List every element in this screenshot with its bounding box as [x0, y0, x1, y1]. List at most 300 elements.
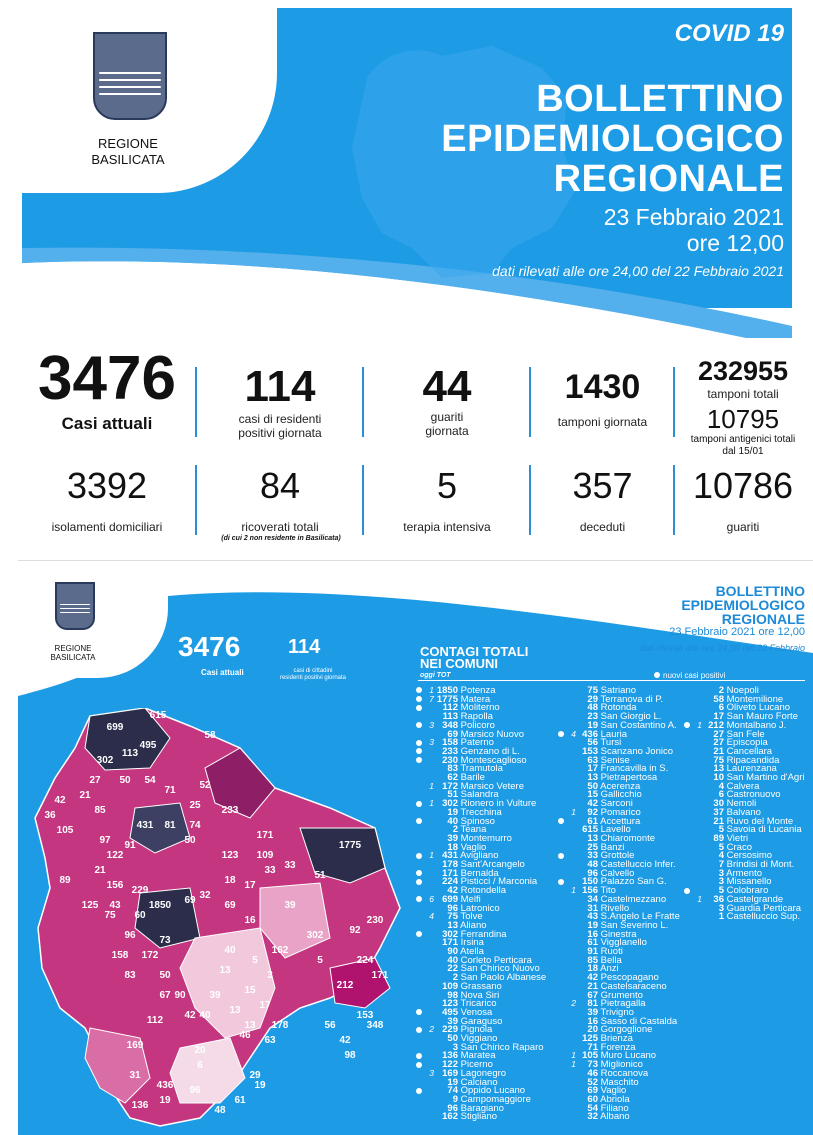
comune-name: Stigliano [458, 1111, 498, 1123]
comune-name: Francavilla in S. [598, 763, 669, 775]
comune-total: 5 [718, 841, 724, 853]
comune-total: 109 [442, 980, 458, 992]
comune-new-cases: 1 [571, 1059, 576, 1070]
comune-name: Marsico Vetere [458, 780, 524, 792]
comune-total: 2 [718, 685, 724, 696]
comune-name: Campomaggiore [458, 1093, 531, 1105]
map-comune-label: 112 [146, 1015, 164, 1026]
comune-total: 1850 [436, 685, 458, 696]
ricoverati-note: (di cui 2 non residente in Basilicata) [221, 535, 341, 542]
comune-total: 61 [587, 815, 598, 827]
comune-total: 2 [452, 824, 458, 836]
comune-name: Filiano [598, 1102, 629, 1114]
region-coat-of-arms-icon [93, 32, 167, 120]
nuovi-casi-legend [654, 671, 725, 680]
basilicata-map [30, 708, 405, 1128]
comune-name: Laurenzana [724, 763, 777, 775]
panel2-region-line1: REGIONE [54, 644, 92, 653]
list-divider [418, 680, 805, 681]
contagi-title [420, 646, 528, 670]
map-comune-label: 20 [194, 1045, 206, 1056]
comune-total: 3 [718, 876, 724, 888]
map-comune-label: 43 [109, 900, 121, 911]
comune-name: Matera [458, 693, 491, 705]
positivi-label-line1: casi di residenti [238, 412, 322, 426]
map-comune-label: 54 [144, 775, 156, 786]
map-comune-label: 51 [314, 870, 326, 881]
comune-name: Oliveto Lucano [724, 702, 791, 714]
comune-total: 19 [447, 1076, 458, 1088]
map-comune-label: 233 [221, 805, 239, 816]
map-comune-label: 125 [81, 900, 99, 911]
comune-name: Vaglio [598, 1085, 627, 1097]
comune-total: 171 [442, 867, 458, 879]
divider [362, 465, 364, 535]
new-case-dot-icon [558, 731, 564, 737]
comune-total: 61 [587, 937, 598, 949]
comune-name: Craco [724, 841, 752, 853]
comune-total: 39 [447, 832, 458, 844]
comune-total: 105 [582, 1050, 598, 1062]
isolamenti-label: isolamenti domiciliari [51, 520, 163, 534]
map-comune-label: 13 [229, 1005, 241, 1016]
comune-new-cases: 4 [429, 911, 434, 922]
map-comune-label: 48 [214, 1105, 226, 1116]
comune-total: 13 [447, 919, 458, 931]
isolamenti-value: 3392 [66, 465, 148, 506]
comune-total: 230 [442, 754, 458, 766]
new-case-dot-icon [684, 888, 690, 894]
comune-total: 172 [442, 780, 458, 792]
map-comune-label: 73 [159, 935, 171, 946]
comune-total: 69 [447, 728, 458, 740]
new-case-dot-icon [416, 1088, 422, 1094]
comune-total: 42 [587, 798, 598, 810]
map-comune-label: 81 [164, 820, 176, 831]
map-comune-label: 83 [124, 970, 136, 981]
comune-total: 36 [713, 893, 724, 905]
comune-name: Calvello [598, 867, 635, 879]
new-case-dot-icon [558, 879, 564, 885]
comune-total: 81 [587, 998, 598, 1010]
antigenici-label [675, 434, 811, 458]
comune-total: 71 [587, 1041, 598, 1053]
map-zone-pollino [170, 1038, 245, 1103]
comune-total: 50 [447, 1033, 458, 1044]
comune-name: Pisticci / Marconia [458, 876, 538, 888]
comune-total: 13 [713, 763, 724, 775]
comune-name: Abriola [598, 1093, 630, 1105]
comune-new-cases: 3 [429, 737, 434, 748]
map-comune-label: 96 [124, 930, 136, 941]
map-comune-label: 162 [271, 945, 289, 956]
comune-total: 17 [713, 711, 724, 723]
new-case-dot-icon [416, 696, 422, 702]
casi-attuali-value: 3476 [38, 344, 176, 413]
panel2-positivi-label-line2: residenti positivi giornata [279, 675, 347, 681]
map-comune-label: 156 [106, 880, 124, 891]
comune-total: 42 [447, 885, 458, 897]
comune-name: Rivello [598, 902, 630, 914]
comune-name: Atella [458, 946, 484, 957]
map-comune-label: 36 [44, 810, 56, 821]
map-comune-label: 18 [224, 875, 236, 886]
comune-total: 20 [587, 1024, 598, 1036]
map-comune-label: 302 [306, 930, 324, 941]
comune-total: 27 [713, 737, 724, 749]
map-comune-label: 136 [131, 1100, 149, 1111]
divider [362, 367, 364, 437]
comune-total: 13 [587, 832, 598, 844]
comune-name: Brindisi di Mont. [724, 859, 795, 870]
comune-name: Maschito [598, 1076, 639, 1088]
comune-name: Montalbano J. [724, 719, 787, 731]
comune-new-cases: 1 [697, 893, 702, 904]
deceduti-value: 357 [572, 465, 633, 506]
comune-name: Baragiano [458, 1102, 504, 1114]
new-case-dot-icon [416, 687, 422, 693]
legend-label: nuovi casi positivi [663, 671, 726, 680]
comune-name: Castelsaraceno [598, 980, 667, 992]
map-comune-label: 158 [111, 950, 129, 961]
comune-name: Gallicchio [598, 789, 642, 801]
map-comune-label: 122 [106, 850, 124, 861]
panel2-title-line1: BOLLETTINO [715, 583, 805, 599]
comune-total: 19 [587, 919, 598, 931]
comune-name: San Costantino A. [598, 719, 677, 731]
comune-name: San Severino L. [598, 919, 669, 931]
map-comune-label: 63 [264, 1035, 276, 1046]
panel2-positivi-label [273, 668, 353, 682]
comune-name: Garaguso [458, 1015, 503, 1027]
map-comune-label: 52 [199, 780, 211, 791]
comune-total: 436 [582, 728, 598, 740]
comune-row [558, 1112, 630, 1122]
comune-name: Venosa [458, 1006, 493, 1018]
map-comune-label: 91 [124, 840, 136, 851]
comune-name: Armento [724, 867, 763, 879]
comune-total: 62 [447, 772, 458, 783]
antigenici-label-line2: dal 15/01 [722, 446, 764, 457]
map-comune-label: 32 [199, 890, 211, 901]
comune-name: Colobraro [724, 885, 769, 897]
panel2-casi-label: Casi attuali [201, 668, 244, 677]
comune-total: 21 [713, 745, 724, 757]
comune-new-cases: 2 [429, 1024, 434, 1035]
map-comune-label: 172 [141, 950, 159, 961]
comune-name: Genzano di L. [458, 745, 520, 757]
comune-total: 3 [452, 1041, 458, 1053]
comune-name: Moliterno [458, 702, 500, 714]
comune-total: 56 [587, 737, 598, 749]
comune-row [684, 912, 800, 922]
comune-total: 123 [442, 998, 458, 1010]
comune-total: 18 [587, 963, 598, 975]
comune-total: 212 [708, 719, 724, 731]
comune-name: S.Angelo Le Fratte [598, 911, 680, 923]
bulletin-thumbnail [18, 568, 813, 1135]
comune-name: Rotonda [598, 702, 637, 714]
new-case-dot-icon [416, 1062, 422, 1068]
comune-total: 5 [718, 885, 724, 897]
comune-name: Banzi [598, 841, 625, 853]
comune-name: Sarconi [598, 798, 633, 810]
comune-name: San Martino d'Agri [724, 772, 805, 783]
map-comune-label: 60 [134, 910, 146, 921]
panel2-title-line3: REGIONALE [721, 611, 805, 627]
comune-name: Nova Siri [458, 989, 500, 1001]
contagi-title-line2: NEI COMUNI [420, 656, 498, 671]
section-divider [18, 560, 813, 561]
comune-total: 27 [713, 728, 724, 740]
comune-name: Brienza [598, 1033, 633, 1044]
comune-total: 23 [587, 711, 598, 723]
map-comune-label: 699 [106, 722, 124, 733]
comune-total: 50 [587, 780, 598, 792]
map-comune-label: 27 [89, 775, 101, 786]
comune-total: 92 [587, 806, 598, 818]
map-comune-label: 50 [119, 775, 131, 786]
map-comune-label: 5 [317, 955, 323, 966]
comune-total: 2 [452, 972, 458, 984]
comune-name: Ruvo del Monte [724, 815, 794, 827]
comune-total: 58 [713, 693, 724, 705]
comune-new-cases: 1 [429, 850, 434, 861]
map-comune-label: 1775 [338, 840, 362, 851]
bulletin-time: ore 12,00 [686, 230, 784, 256]
comune-total: 40 [447, 815, 458, 827]
map-comune-label: 19 [159, 1095, 171, 1106]
guariti-giornata-value: 44 [422, 362, 472, 411]
comune-name: Trivigno [598, 1006, 634, 1018]
terapia-label: terapia intensiva [403, 520, 491, 534]
title-line1: BOLLETTINO [536, 78, 784, 120]
comune-name: Sasso di Castalda [598, 1015, 678, 1027]
map-comune-label: 42 [339, 1035, 351, 1046]
map-comune-label: 74 [189, 820, 201, 831]
comune-name: Grassano [458, 980, 502, 992]
comune-name: Rionero in Vulture [458, 798, 537, 810]
map-comune-label: 230 [366, 915, 384, 926]
guariti-label-line2: giornata [425, 424, 469, 438]
new-case-dot-icon [416, 1009, 422, 1015]
map-comune-label: 431 [136, 820, 154, 831]
comune-total: 699 [442, 893, 458, 905]
panel2-positivi-value: 114 [288, 636, 321, 658]
ricoverati-label: ricoverati totali [241, 520, 319, 534]
comune-new-cases: 1 [429, 685, 434, 695]
map-comune-label: 109 [256, 850, 274, 861]
comune-name: Scanzano Jonico [598, 745, 673, 757]
map-comune-label: 17 [259, 1000, 271, 1011]
comune-new-cases: 1 [571, 1050, 576, 1061]
map-comune-label: 40 [199, 1010, 211, 1021]
comune-total: 96 [447, 902, 458, 914]
map-comune-label: 42 [184, 1010, 196, 1021]
comune-total: 17 [587, 763, 598, 775]
title-line3: REGIONALE [553, 158, 784, 200]
comune-total: 9 [452, 1093, 458, 1105]
comune-total: 348 [442, 719, 458, 731]
map-comune-label: 15 [244, 985, 256, 996]
comune-name: Guardia Perticara [724, 902, 802, 914]
comune-name: Castelluccio Sup. [724, 911, 801, 923]
map-comune-label: 39 [284, 900, 296, 911]
comune-total: 171 [442, 937, 458, 949]
panel2-coat-of-arms-icon [55, 582, 95, 630]
map-comune-label: 69 [224, 900, 236, 911]
map-comune-label: 1850 [148, 900, 172, 911]
comuni-list-col3 [684, 686, 809, 986]
map-comune-label: 21 [79, 790, 91, 801]
comune-total: 122 [442, 1059, 458, 1071]
region-name-line2: BASILICATA [91, 152, 165, 167]
data-timestamp: dati rilevati alle ore 24,00 del 22 Febbraio 2021 [492, 263, 784, 279]
map-comune-label: 436 [156, 1080, 174, 1091]
comune-name: Aliano [458, 919, 487, 931]
comune-name: Albano [598, 1111, 630, 1123]
region-name-line1: REGIONE [98, 136, 158, 151]
comune-name: San Mauro Forte [724, 711, 798, 723]
comune-name: Ginestra [598, 928, 637, 940]
region-name [68, 136, 188, 168]
comune-total: 136 [442, 1050, 458, 1062]
comune-name: Accettura [598, 815, 641, 827]
terapia-value: 5 [436, 465, 458, 506]
guariti-giornata-label [372, 410, 522, 438]
comune-total: 7 [718, 859, 724, 870]
comune-total: 125 [582, 1033, 598, 1044]
comune-total: 153 [582, 745, 598, 757]
divider [529, 367, 531, 437]
comune-name: Pietrapertosa [598, 772, 658, 783]
comune-new-cases: 2 [571, 998, 576, 1009]
positivi-giornata-label [205, 412, 355, 440]
map-comune-label: 98 [344, 1050, 356, 1061]
positivi-giornata-value: 114 [244, 362, 316, 411]
new-case-dot-icon [416, 757, 422, 763]
tamponi-giornata-value: 1430 [564, 368, 641, 406]
map-comune-label: 13 [219, 965, 231, 976]
comune-total: 224 [442, 876, 458, 888]
comune-name: Muro Lucano [598, 1050, 657, 1062]
panel2-positivi-label-line1: casi di cittadini [293, 668, 333, 674]
new-case-dot-icon [416, 722, 422, 728]
comune-total: 4 [718, 850, 724, 862]
comune-name: Paterno [458, 737, 494, 749]
map-comune-label: 31 [129, 1070, 141, 1081]
comune-name: Cancellara [724, 745, 773, 757]
panel2-timestamp: dati rilevati alle ore 24,00 del 22 Febbraio [639, 643, 805, 653]
comune-name: Pietragalla [598, 998, 646, 1010]
map-comune-label: 56 [324, 1020, 336, 1031]
map-comune-label: 153 [356, 1010, 374, 1021]
comune-total: 46 [587, 1067, 598, 1079]
comune-name: Bella [598, 954, 622, 966]
comune-total: 60 [587, 1093, 598, 1105]
comune-name: Castelmezzano [598, 893, 667, 905]
comune-total: 10 [713, 772, 724, 783]
map-comune-label: 67 [159, 990, 171, 1001]
comune-name: Gorgoglione [598, 1024, 653, 1036]
map-comune-label: 615 [149, 710, 167, 721]
new-case-dot-icon [416, 879, 422, 885]
comune-name: Episcopia [724, 737, 768, 749]
comune-name: San Giorgio L. [598, 711, 662, 723]
new-case-dot-icon [684, 722, 690, 728]
comune-total: 51 [447, 789, 458, 801]
comune-name: Avigliano [458, 850, 499, 862]
comune-name: Corleto Perticara [458, 954, 532, 966]
comune-total: 16 [587, 928, 598, 940]
comune-name: Lagonegro [458, 1067, 507, 1079]
tamponi-totali-label: tamponi totali [707, 387, 779, 401]
divider [195, 367, 197, 437]
comune-total: 89 [713, 832, 724, 844]
map-comune-label: 61 [234, 1095, 246, 1106]
new-case-dot-icon [558, 818, 564, 824]
comune-name: Picerno [458, 1059, 493, 1071]
map-comune-label: 75 [104, 910, 116, 921]
comune-new-cases: 7 [429, 693, 434, 704]
map-comune-label: 25 [189, 800, 201, 811]
comune-name: Anzi [598, 963, 619, 975]
bulletin-date: 23 Febbraio 2021 [603, 204, 784, 230]
comune-total: 30 [713, 798, 724, 810]
comune-total: 39 [587, 1006, 598, 1018]
comune-name: San Chirico Nuovo [458, 963, 540, 975]
ricoverati-value: 84 [259, 465, 301, 506]
map-comune-label: 302 [96, 755, 114, 766]
map-comune-label: 89 [59, 875, 71, 886]
comune-total: 54 [587, 1102, 598, 1114]
comune-name: Pignola [458, 1024, 493, 1036]
comune-name: Balvano [724, 806, 761, 818]
map-comune-label: 69 [184, 895, 196, 906]
new-case-dot-icon [416, 818, 422, 824]
map-comune-label: 46 [239, 1030, 251, 1041]
comune-name: Roccanova [598, 1067, 649, 1079]
comune-total: 90 [447, 946, 458, 957]
map-comune-label: 50 [159, 970, 171, 981]
map-comune-label: 40 [224, 945, 236, 956]
comune-name: Grottole [598, 850, 635, 862]
comune-total: 91 [587, 946, 598, 957]
comune-name: Montemilione [724, 693, 784, 705]
comune-name: Castelluccio Infer. [598, 859, 676, 870]
guariti-label: guariti [726, 520, 760, 534]
deceduti-label: deceduti [579, 520, 626, 534]
comune-total: 48 [587, 702, 598, 714]
comune-name: Barile [458, 772, 485, 783]
comune-name: Maratea [458, 1050, 496, 1062]
comune-total: 67 [587, 989, 598, 1001]
map-comune-label: 21 [94, 865, 106, 876]
comune-total: 85 [587, 954, 598, 966]
map-comune-label: 58 [204, 730, 216, 741]
comune-name: Tito [598, 885, 616, 897]
map-comune-label: 50 [184, 835, 196, 846]
comune-new-cases: 3 [429, 719, 434, 730]
comune-name: Potenza [458, 685, 496, 696]
divider [673, 367, 675, 437]
comune-name: Sant'Arcangelo [458, 859, 525, 870]
comune-total: 18 [447, 841, 458, 853]
map-comune-label: 6 [197, 1060, 203, 1071]
comune-name: San Chirico Raparo [458, 1041, 544, 1053]
map-comune-label: 33 [284, 860, 296, 871]
comune-total: 19 [447, 806, 458, 818]
